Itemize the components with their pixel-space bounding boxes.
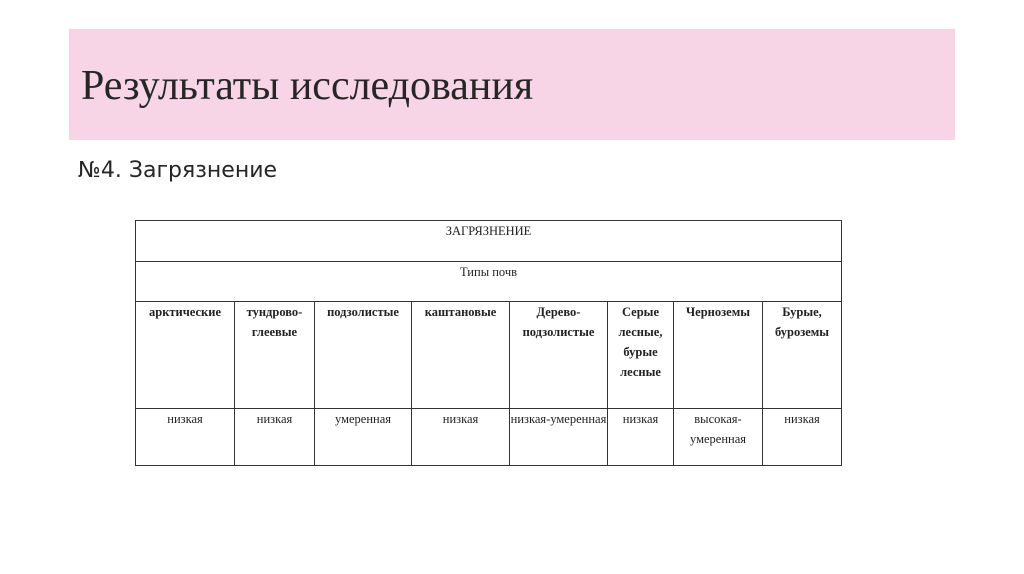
column-header-label: Бурые, буроземы [774, 305, 830, 339]
column-header-label: подзолистые [327, 305, 399, 319]
table-cell: низкая [235, 409, 315, 466]
column-header-brown [763, 302, 842, 409]
table-cell: умеренная [315, 409, 412, 466]
table-header-row [136, 302, 842, 409]
table-title-row [136, 221, 842, 262]
slide-title: Результаты исследования [81, 63, 534, 109]
table-row [136, 409, 842, 466]
table-cell: низкая [412, 409, 510, 466]
table-subheader-row [136, 262, 842, 302]
column-header-podzolic [315, 302, 412, 409]
table-cell: низкая [136, 409, 235, 466]
pollution-table [135, 220, 842, 466]
table-cell: высокая-умеренная [674, 409, 763, 466]
column-header-label: Серые лесные, бурые лесные [618, 305, 663, 379]
column-header-label: тундрово-глеевые [246, 305, 303, 339]
column-header-label: каштановые [424, 305, 497, 319]
table-title-cell: ЗАГРЯЗНЕНИЕ [136, 221, 842, 262]
column-header-chestnut [412, 302, 510, 409]
title-band [69, 29, 955, 140]
column-header-chernozem [674, 302, 763, 409]
table-cell: низкая [608, 409, 674, 466]
column-header-label: арктические [149, 305, 221, 319]
column-header-label: Черноземы [686, 305, 750, 319]
column-header-grey-forest [608, 302, 674, 409]
table-cell: низкая [763, 409, 842, 466]
column-header-label: Дерево-подзолистые [522, 305, 595, 339]
slide-subtitle: №4. Загрязнение [78, 158, 278, 183]
column-header-tundra [235, 302, 315, 409]
table-subheader-cell: Типы почв [136, 262, 842, 302]
column-header-sod-podzolic [510, 302, 608, 409]
column-header-arctic [136, 302, 235, 409]
table-cell: низкая-умеренная [510, 409, 608, 466]
